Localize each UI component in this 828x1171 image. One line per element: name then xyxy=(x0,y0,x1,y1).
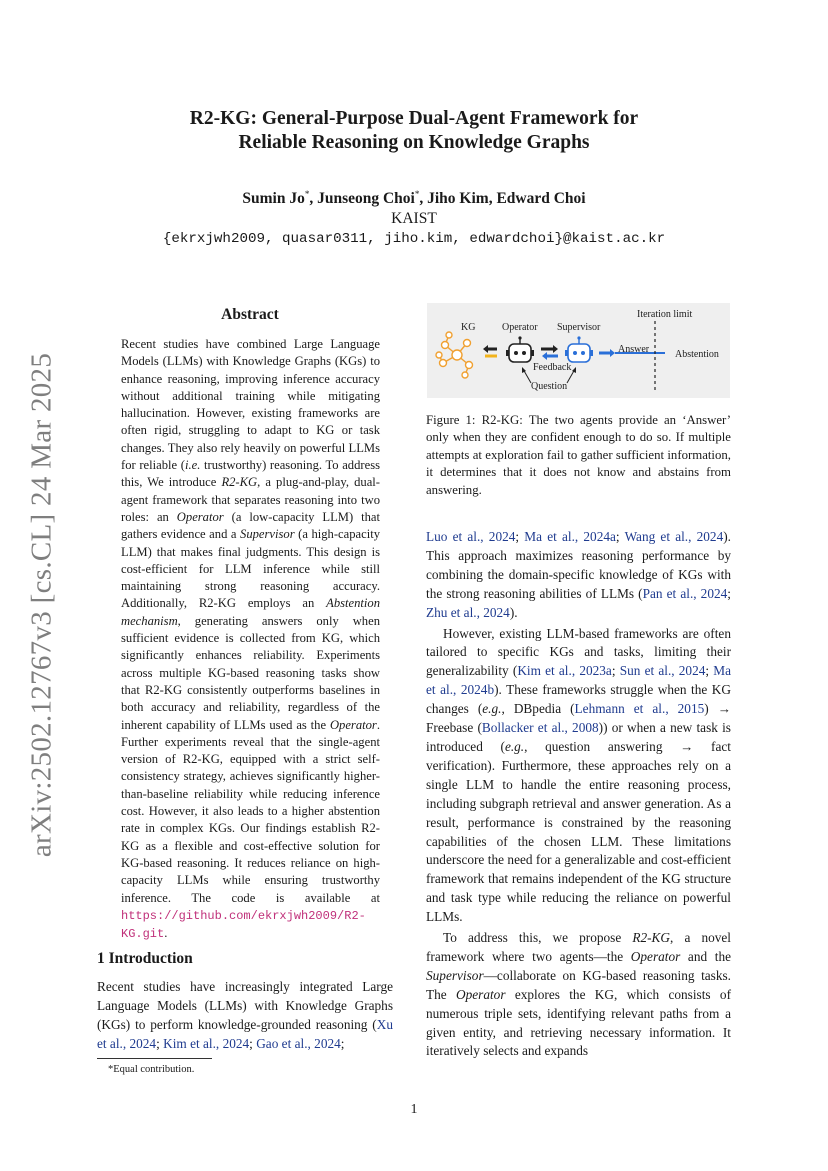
supervisor-robot-icon xyxy=(565,336,593,362)
kg-icon xyxy=(436,332,473,378)
kg-label: KG xyxy=(461,322,476,333)
equal-contrib-mark-1: * xyxy=(304,189,310,199)
abstract-body: Recent studies have combined Large Language Models (LLMs) with Knowledge Graphs (KGs) to enhance reasoning, improving inference accuracy without additional training while mitigating hallucination. However, existing frameworks are often rigid, struggling to adapt to KG or task changes. They also rely heavily on powerful LLMs for reliable (i.e. trustworthy) reasoning. To address this, We introduce R2-KG, a plug-and-play, dual-agent framework that separates reasoning into two roles: an Operator (a low-capacity LLM) that gathers evidence and a Supervisor (a high-capacity LLM) that makes final judgments. This design is cost-efficient for LLM inference while still maintaining strong reasoning accuracy. Additionally, R2-KG employs an Abstention mechanism, generating answers only when sufficient evidence is collected from KG, which significantly enhances reliability. Experiments across multiple KG-based reasoning tasks show that R2-KG consistently outperforms baselines in both accuracy and reliability, regardless of the inherent capability of LLMs used as the Operator. Further experiments reveal that the single-agent version of R2-KG, equipped with a strict self-consistency strategy, achieves significantly higher-than-baseline reliability while reducing inference cost. However, it also leads to a higher abstention rate in complex KGs. Our findings establish R2-KG as a flexible and cost-effective solution for KG-based reasoning. It reduces reliance on high-capacity LLMs while ensuring trustworthy inference. The code is available at https://github.com/ekrxjwh2009/R2-KG.git. xyxy=(121,337,381,942)
affiliation: KAIST xyxy=(391,210,437,228)
citation-link[interactable]: Luo et al., 2024 xyxy=(426,529,516,544)
citation-link[interactable]: Zhu et al., 2024 xyxy=(426,604,510,620)
equal-contrib-mark-2: * xyxy=(414,189,420,199)
figure-1-caption: Figure 1: R2-KG: The two agents provide an ‘Answer’ only when they are confident enough to do so. If multiple attempts at exploration fail to gather sufficient information, it determines that it does not know and abstains from answering. xyxy=(426,413,731,497)
code-link[interactable]: https://github.com/ekrxjwh2009/R2-KG.git xyxy=(121,908,366,942)
author-names xyxy=(60,184,768,209)
author-block xyxy=(60,184,768,249)
citation-link[interactable]: Lehmann et al., 2015 xyxy=(574,701,705,717)
right-column-body: Luo et al., 2024; Ma et al., 2024a; Wang et al., 2024). This approach maximizes reasoning performance by combining the domain-specific knowledge of KGs with the strong reasoning abilities of LLMs (Pan et al., 2024; Zhu et al., 2024). However, existing LLM-based frameworks are often tailored to specific KGs and tasks, limiting their generalizability (Kim et al., 2023a; Sun et al., 2024; Ma et al., 2024b). These frameworks struggle when the KG changes (e.g., DBpedia (Lehmann et al., 2015) → Freebase (Bollacker et al., 2008)) or when a new task is introduced (e.g., question answering → fact verification). Furthermore, these approaches rely on a single LLM to handle the entire reasoning process, including subgraph retrieval and answer generation. As a result, performance is constrained by the reasoning capabilities of the chosen LLM. These limitations underscore the need for a generalizable and cost-efficient framework that remains independent of the KG structure and task type while reducing the reliance on powerful LLMs. To address this, we propose R2-KG, a novel framework where two agents—the Operator and the Supervisor—collaborate on KG-based reasoning tasks. The Operator explores the KG, which consists of numerous triple sets, identifying relevant paths from a given entity, and retrieving necessary information. It iteratively selects and expands xyxy=(426,529,732,1059)
operator-supervisor-arrows xyxy=(541,345,558,360)
kg-operator-arrows xyxy=(483,345,497,356)
citation-link[interactable]: Ma et al., 2024b xyxy=(426,663,731,698)
answer-label: Answer xyxy=(618,344,650,355)
footnote: *Equal contribution. xyxy=(108,1064,195,1075)
citation-link[interactable]: Sun et al., 2024 xyxy=(619,663,706,679)
author-separator: , xyxy=(309,190,318,208)
page-number: 1 xyxy=(410,1102,418,1117)
figure-1-panel xyxy=(427,303,730,398)
citation-link[interactable]: Kim et al., 2023a xyxy=(517,663,612,679)
supervisor-label: Supervisor xyxy=(557,322,601,333)
citation-link[interactable]: Xu et al., 2024 xyxy=(97,1016,393,1051)
author-2: Junseong Choi xyxy=(317,190,415,208)
intro-paragraph: Recent studies have increasingly integrated Large Language Models (LLMs) with Knowledge Graphs (KGs) to perform knowledge-grounded reasoning (Xu et al., 2024; Kim et al., 2024; Gao et al., 2024; xyxy=(97,979,393,1051)
iteration-limit-label: Iteration limit xyxy=(637,309,693,320)
question-label: Question xyxy=(531,381,568,392)
feedback-label: Feedback xyxy=(533,362,572,373)
title-line-2: Reliable Reasoning on Knowledge Graphs xyxy=(238,132,590,153)
citation-link[interactable]: Kim et al., 2024 xyxy=(163,1035,250,1051)
abstention-label: Abstention xyxy=(675,349,719,360)
citation-link[interactable]: Ma et al., 2024a xyxy=(524,529,616,544)
citation-link[interactable]: Gao et al., 2024 xyxy=(256,1035,341,1051)
citation-link[interactable]: Pan et al., 2024 xyxy=(642,585,728,601)
abstract-heading: Abstract xyxy=(221,306,279,323)
author-1: Sumin Jo xyxy=(242,190,305,208)
operator-label: Operator xyxy=(502,322,538,333)
author-emails: {ekrxjwh2009, quasar0311, jiho.kim, edwardchoi}@kaist.ac.kr xyxy=(162,231,666,248)
arxiv-identifier: arXiv:2502.12767v3 [cs.CL] 24 Mar 2025 xyxy=(25,352,58,858)
paper-title xyxy=(60,107,768,155)
citation-link[interactable]: Bollacker et al., 2008 xyxy=(481,720,599,736)
citation-link[interactable]: Wang et al., 2024 xyxy=(624,529,724,544)
footnote-rule xyxy=(97,1058,212,1059)
arxiv-stamp xyxy=(22,352,62,858)
section-heading-introduction: 1 Introduction xyxy=(97,950,193,967)
other-authors: , Jiho Kim, Edward Choi xyxy=(419,190,586,208)
operator-robot-icon xyxy=(506,336,534,362)
title-line-1: R2-KG: General-Purpose Dual-Agent Framework for xyxy=(189,108,639,129)
